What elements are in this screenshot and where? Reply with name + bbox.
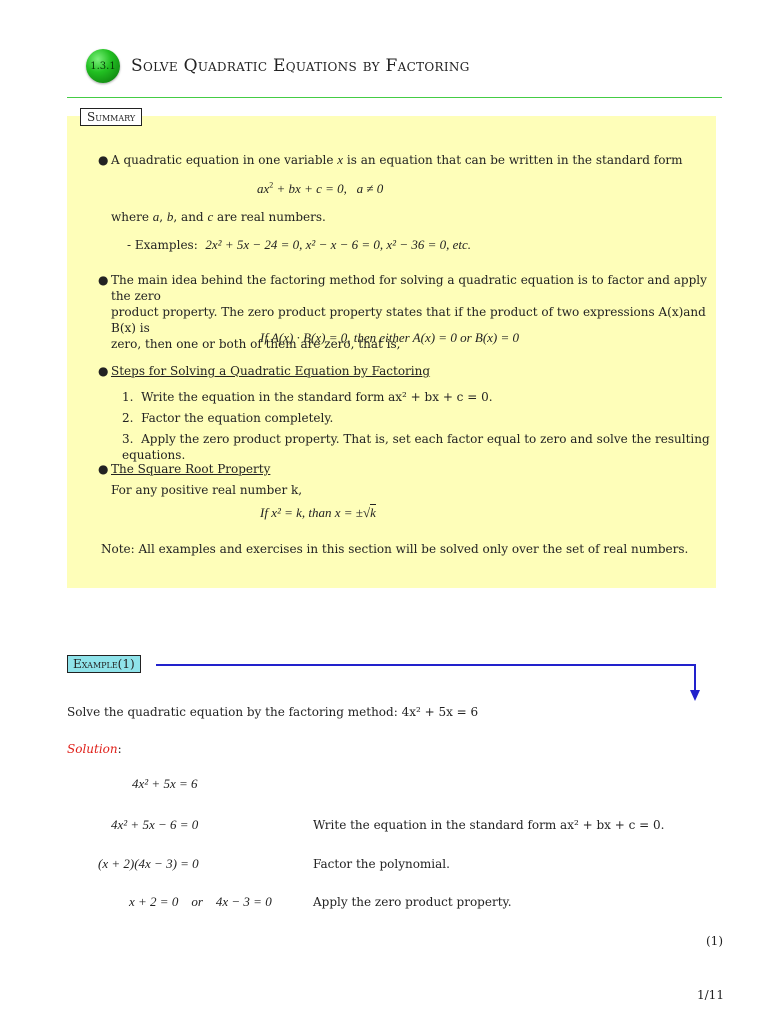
bullet-icon: ●	[98, 462, 109, 476]
solution-step-note: Factor the polynomial.	[313, 857, 450, 871]
summary-note: Note: All examples and exercises in this section will be solved only over the set of real numbers.	[101, 542, 689, 556]
step-text: Apply the zero product property. That is, set each factor equal to zero and solve the resulting equations.	[122, 432, 710, 462]
step-number: 1.	[122, 390, 134, 404]
steps-heading: Steps for Solving a Quadratic Equation by Factoring	[111, 364, 431, 378]
example-prompt: Solve the quadratic equation by the factoring method: 4x² + 5x = 6	[67, 705, 479, 719]
header-rule	[67, 97, 722, 98]
step-number: 3.	[122, 432, 134, 446]
summary-tag: Summary	[80, 108, 142, 126]
example-arrow-line	[156, 664, 696, 666]
example-tag: Example(1)	[67, 655, 141, 673]
sqrt-heading: The Square Root Property	[111, 462, 271, 476]
arrow-down-icon	[690, 690, 700, 701]
section-number-badge	[86, 49, 120, 83]
section-number: 1.3.1	[90, 60, 116, 72]
sqrt-formula: If x² = k, than x = ±√k	[260, 505, 376, 520]
standard-form-equation: $ax^2$ + bx + c = 0, a ≠ 0	[257, 180, 384, 196]
page-title: Solve Quadratic Equations by Factoring	[131, 56, 470, 76]
step-number: 2.	[122, 411, 134, 425]
sqrt-text: For any positive real number k,	[111, 483, 303, 497]
step-text: Factor the equation completely.	[141, 411, 334, 425]
bullet-icon: ●	[98, 273, 109, 287]
zpp-paragraph: The main idea behind the factoring method for solving a quadratic equation is to factor and apply the zero product property. The zero product property states that if the product of two expressions A(x)and B(x) is zero, then one or both of them are zero, that is,	[111, 273, 707, 351]
examples-line: - Examples: 2x² + 5x − 24 = 0, x² − x − 6 = 0, x² − 36 = 0, etc.	[127, 237, 472, 252]
solution-step-math: 4x² + 5x = 6	[132, 776, 198, 791]
equation-number: (1)	[706, 934, 723, 948]
step-text: Write the equation in the standard form ax² + bx + c = 0.	[141, 390, 493, 404]
solution-step-note: Write the equation in the standard form ax² + bx + c = 0.	[313, 818, 665, 832]
bullet1-text: A quadratic equation in one variable x is an equation that can be written in the standard form	[111, 152, 683, 167]
solution-step-math: 4x² + 5x − 6 = 0	[111, 817, 199, 832]
page-number: 1/11	[697, 988, 724, 1002]
solution-step-math: (x + 2)(4x − 3) = 0	[98, 856, 199, 871]
solution-step-note: Apply the zero product property.	[313, 895, 512, 909]
where-text: where a, b, and c are real numbers.	[111, 209, 326, 224]
solution-label: Solution:	[67, 742, 122, 756]
bullet-icon: ●	[98, 364, 109, 378]
steps-list	[122, 389, 768, 462]
zpp-formula: If A(x) · B(x) = 0, then either A(x) = 0 or B(x) = 0	[260, 330, 520, 345]
solution-step-math: x + 2 = 0 or 4x − 3 = 0	[129, 894, 272, 909]
example-arrow-stem	[694, 664, 696, 692]
bullet-icon: ●	[98, 153, 109, 167]
summary-box	[67, 116, 716, 588]
